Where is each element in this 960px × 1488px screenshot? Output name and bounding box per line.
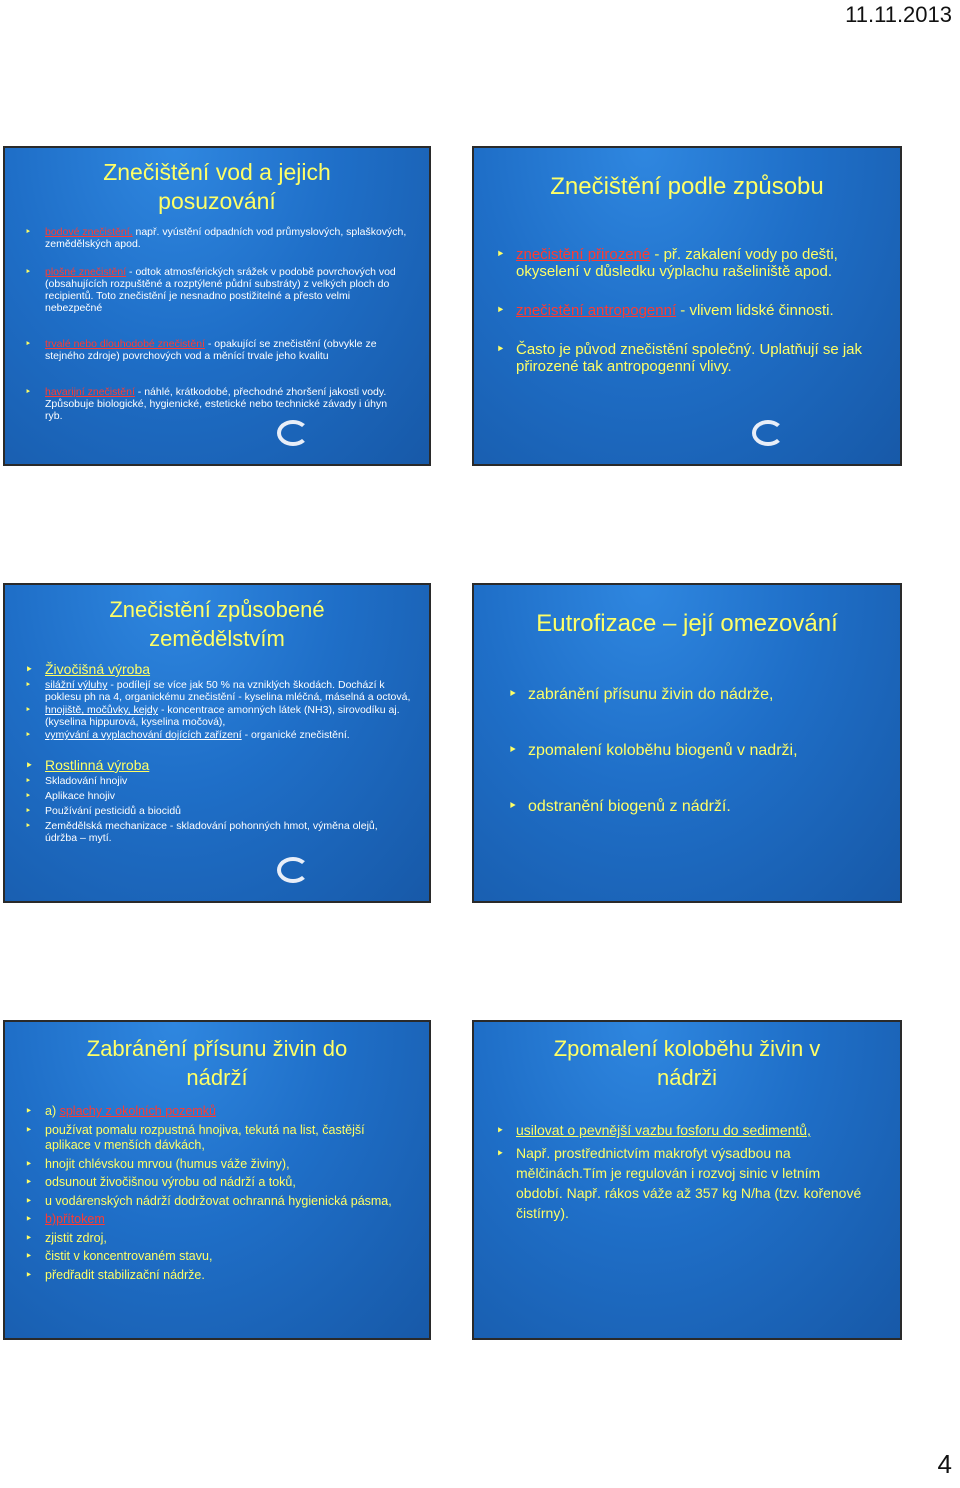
term-link[interactable]: bodové znečistění, [45,226,133,238]
list-item: ‣ čistit v koncentrovaném stavu, [19,1249,405,1265]
list-item [490,246,870,280]
slide-title: Znečištění podle způsobu [550,173,824,200]
list-item: ‣ předřadit stabilizační nádrže. [19,1268,405,1284]
swirl-icon [277,420,309,446]
swirl-icon [277,857,309,883]
list-item [19,338,407,362]
list-item: ‣ Aplikace hnojiv [19,790,411,802]
term: hnojiště, močůvky, kejdy [45,704,159,716]
item-text: - opakující se znečistění (obvykle ze stejného zdroje) povrchových vod a měnící trvale jeho kvalitu [45,338,377,362]
list-item: ‣ hnojit chlévskou mrvou (humus váže živiny), [19,1157,405,1173]
list-item: ‣ Skladování hnojiv [19,775,411,787]
list-item [490,341,870,375]
item-text: - náhlé, krátkodobé, přechodné zhoršení jakosti vody. Způsobuje biologické, hygienické, estetické nebo technické závady i úhyn ryb. [45,386,388,422]
slide-water-pollution [3,146,431,466]
slide-eutrophication [472,583,902,903]
list-item [19,1212,405,1228]
list-item [19,704,411,728]
item-text: - koncentrace amonných látek (NH3), sirovodíku aj.(kyselina hippurová, kyselina močová), [45,704,400,728]
item-text: - vlivem lidské činnosti. [676,302,834,319]
list-item: ‣ a) splachy z okolních pozemků [19,1104,405,1120]
list-item [19,729,411,741]
list-item: ‣ Např. prostřednictvím makrofyt výsadbou na mělčinách.Tím je regulován i rozvoj sinic v letním období. Např. rákos váže až 357 kg N/ha (tzv. kořenové čistírny). [490,1143,870,1223]
section-heading: ‣ Živočišná výroba [19,661,413,677]
list-item [490,302,870,319]
item-text: - organické znečistění. [241,729,350,741]
item-text: např. vyústění odpadních vod průmyslových, splaškových, zemědělských apod. [45,226,407,250]
list-item: ‣ Používání pesticidů a biocidů [19,805,411,817]
section-heading: ‣ Rostlinná výroba [19,757,413,773]
slide-title: Zabránění přísunu živin do nádrží [86,1036,348,1090]
item-text: Často je původ znečistění společný. Uplatňují se jak přirozené tak antropogenní vlivy. [516,341,863,375]
list-item: ‣ používat pomalu rozpustná hnojiva, tekutá na list, častější aplikace v menších dávkách, [19,1123,405,1154]
slide-title: Znečištění vod a jejich posuzování [103,159,331,214]
link[interactable]: usilovat o pevnější vazbu fosforu do sedimentů, [516,1122,811,1138]
page-number: 4 [937,1449,952,1479]
list-item: ‣ Zemědělská mechanizace - skladování pohonných hmot, výměna olejů, údržba – mytí. [19,820,411,844]
list-item: ‣ zabránění přísunu živin do nádrže, [502,685,880,705]
slide-pollution-by-type [472,146,902,466]
list-item [19,386,407,422]
list-item [490,1120,870,1140]
list-item: ‣ u vodárenských nádrží dodržovat ochranná hygienická pásma, [19,1194,405,1210]
list-item: ‣ zpomalení koloběhu biogenů v nadrži, [502,741,880,761]
list-item: ‣ zjistit zdroj, [19,1231,405,1247]
term: silážní výluhy [45,679,108,691]
item-text: - podílejí se více jak 50 % na vzniklých škodách. Dochází k poklesu ph na 4, organickému znečistění - kyselina mléčná, máselná a octová, [45,679,411,703]
term-link[interactable]: havarijní znečistění [45,386,135,398]
term-link[interactable]: znečistění antropogenní [516,302,677,319]
term-link[interactable]: znečistění přirozené [516,246,651,263]
link[interactable]: b)přítokem [45,1212,105,1226]
slide-agriculture-pollution [3,583,431,903]
list-item [19,226,407,250]
slide-title: Eutrofizace – její omezování [536,610,838,637]
page-date: 11.11.2013 [845,2,952,27]
list-item: ‣ odsunout živočišnou výrobu od nádrží a toků, [19,1175,405,1191]
list-item [19,679,411,703]
list-item [19,266,407,314]
slide-slow-nutrient-cycle [472,1020,902,1340]
slide-prevent-nutrients [3,1020,431,1340]
term-link[interactable]: trvalé nebo dlouhodobé znečistění [45,338,205,350]
list-item: ‣ odstranění biogenů z nádrží. [502,797,880,817]
item-text: - př. zakalení vody po dešti, okyselení v důsledku výplachu rašeliniště apod. [516,246,838,280]
term-link[interactable]: plošné znečistění [45,266,127,278]
swirl-icon [752,420,784,446]
link[interactable]: splachy z okolních pozemků [59,1104,216,1118]
term: vymývání a vyplachování dojících zařízení [45,729,242,741]
slide-title: Znečistění způsobené zemědělstvím [109,597,325,651]
slide-title: Zpomalení koloběhu živin v nádrži [553,1036,821,1090]
item-text: - odtok atmosférických srážek v podobě povrchových vod (obsahujících rozpuštěné a rozptýlené půdní substráty) z velkých ploch do recipientů. Toto znečistění je nesnadno postižitelné a přesto velmi nebezpečné [45,266,396,314]
